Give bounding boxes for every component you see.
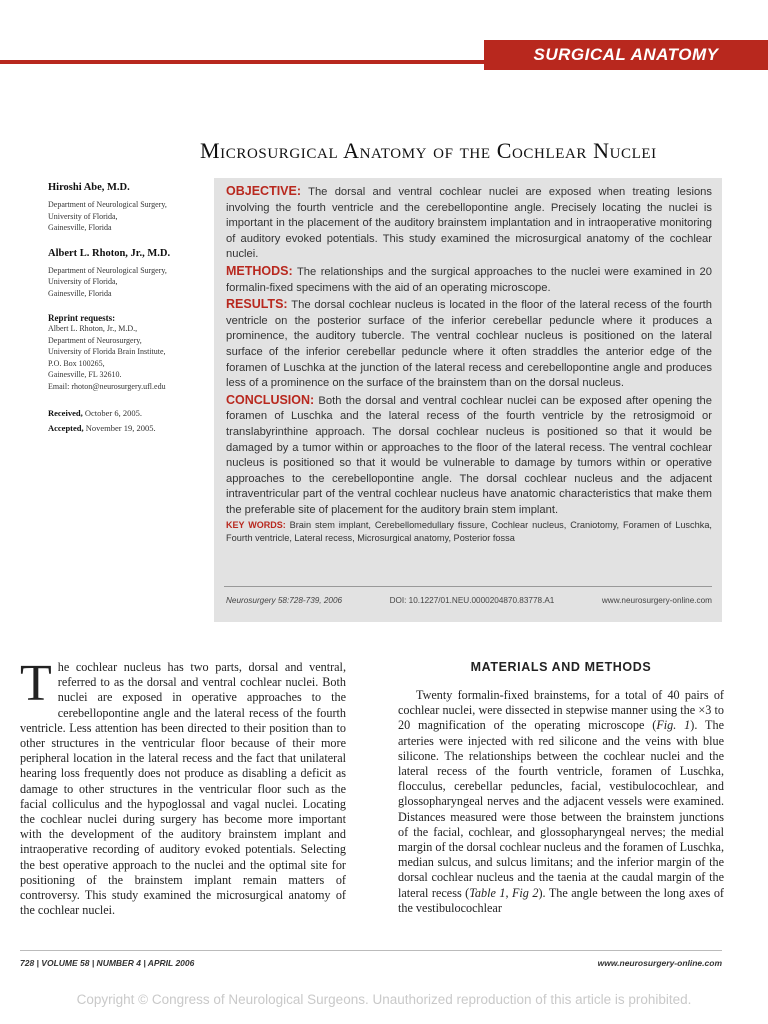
footer-url-link[interactable]: www.neurosurgery-online.com bbox=[597, 958, 722, 968]
methods-paragraph bbox=[398, 688, 724, 916]
intro-column bbox=[20, 655, 346, 918]
results-label: RESULTS: bbox=[226, 297, 288, 312]
figure-1-link[interactable]: Fig. 1 bbox=[656, 718, 691, 733]
received-date: October 6, 2005. bbox=[84, 408, 142, 418]
conclusion-text: Both the dorsal and ventral cochlear nuclei can be exposed after opening the foramen of Luschka and the lateral recess of the fourth ventricle by the retrosigmoid or translabyrinthine approach. The dorsal cochlear nucleus is positioned so that it would be damaged by a tumor within or approaches to the floor of the lateral recess. The ventral cochlear nucleus is positioned so that it would be vulnerable to damage by tumors within or operative approaches to the cerebellopontine angle. The dorsal cochlear nucleus and the adjacent intraventricular part of the ventral cochlear nucleus have anatomic characteristics that make them the preferable site of placement for the auditory brain stem implant. bbox=[226, 394, 713, 516]
methods-text-3: ). The angle between the long axes of the vestibulocochlear bbox=[398, 885, 724, 915]
abstract-results bbox=[226, 297, 712, 392]
conclusion-label: CONCLUSION: bbox=[226, 392, 315, 407]
abstract-box bbox=[214, 178, 722, 622]
methods-label: METHODS: bbox=[226, 263, 293, 278]
abstract-keywords bbox=[226, 519, 712, 545]
author-affiliation: Department of Neurological Surgery, University of Florida, Gainesville, Florida bbox=[48, 265, 167, 298]
page-footer bbox=[20, 958, 722, 968]
footer-rule bbox=[20, 950, 722, 951]
received-label: Received, bbox=[48, 408, 83, 418]
abstract-divider bbox=[224, 586, 712, 587]
page-info: 728 | VOLUME 58 | NUMBER 4 | APRIL 2006 bbox=[20, 958, 195, 968]
abstract-objective bbox=[226, 184, 712, 263]
author-name: Albert L. Rhoton, Jr., M.D. bbox=[48, 247, 171, 259]
copyright-notice: Copyright © Congress of Neurological Surgeons. Unauthorized reproduction of this article is prohibited. bbox=[76, 992, 692, 1007]
accepted-date: November 19, 2005. bbox=[85, 423, 156, 433]
article-dates bbox=[48, 406, 208, 436]
reprint-heading: Reprint requests: bbox=[48, 313, 116, 323]
objective-label: OBJECTIVE: bbox=[226, 184, 302, 198]
results-text: The dorsal cochlear nucleus is located in the floor of the lateral recess of the fourth ventricle on the posterior surface of the inferior cerebellar peduncle where it produces a prominence, the auditory tubercle. The ventral cochlear nucleus is positioned on the lateral surface of the inferior cerebellar peduncle where it often straddles the anterior edge of the foramen of Luschka at the junction of the lateral recess and cerebellopontine angle and produces less of a prominence on the surface of the brainstem than on the dorsal nucleus. bbox=[226, 299, 712, 390]
abstract-conclusion bbox=[226, 393, 712, 519]
accepted-label: Accepted, bbox=[48, 423, 84, 433]
methods-column bbox=[398, 688, 724, 916]
intro-text: he cochlear nucleus has two parts, dorsal and ventral, referred to as the dorsal and ventral cochlear nuclei. Both nuclei are exposed in operative approaches to the cerebellopontine angle and the lateral recess of the fourth ventricle. Less attention has been directed to their position than to other structures in the ventricular floor because of their more peripheral location in the lateral recess and the fact that unilateral hearing loss frequently does not produce as disabling a deficit as damage to other structures in the ventricular floor such as the facial colliculus and the hypoglossal and vagal nuclei. Locating the cochlear nuclei during surgery has become more important with the development of the auditory brainstem implant and intraoperative recording of auditory evoked potentials. Selecting the best operative approach to the nuclei and the optimal site for positioning of the brainstem implant remain matters of controversy. This study examined the microsurgical anatomy of the cochlear nuclei. bbox=[20, 660, 346, 918]
section-banner: SURGICAL ANATOMY bbox=[484, 40, 768, 70]
abstract-methods bbox=[226, 264, 712, 296]
doi: DOI: 10.1227/01.NEU.0000204870.83778.A1 bbox=[389, 596, 555, 605]
article-title: Microsurgical Anatomy of the Cochlear Nuclei bbox=[200, 138, 657, 163]
keywords-label: KEY WORDS: bbox=[226, 520, 286, 531]
journal-url-link[interactable]: www.neurosurgery-online.com bbox=[601, 596, 712, 605]
author-sidebar bbox=[48, 182, 208, 436]
citation-line bbox=[226, 596, 712, 605]
reprint-address: Albert L. Rhoton, Jr., M.D., Department of Neurosurgery, University of Florida Brain Institute, P.O. Box 100265, Gainesville, FL 32610. Email: rhoton@neurosurgery.ufl.edu bbox=[48, 324, 166, 391]
keywords-text: Brain stem implant, Cerebellomedullary fissure, Cochlear nucleus, Craniotomy, Foramen of Luschka, Fourth ventricle, Lateral recess, Microsurgical anatomy, Posterior fossa bbox=[226, 520, 712, 544]
methods-text-1: Twenty formalin-fixed brainstems, for a total of 40 pairs of cochlear nuclei, were dissected in stepwise manner using the ×3 to 20 magnification of the operating microscope ( bbox=[398, 688, 724, 733]
journal-citation: Neurosurgery 58:728-739, 2006 bbox=[226, 596, 343, 605]
drop-cap: T bbox=[20, 655, 52, 712]
author-name: Hiroshi Abe, M.D. bbox=[48, 182, 130, 193]
methods-text: The relationships and the surgical approaches to the nuclei were examined in 20 formalin-fixed specimens with the aid of an operating microscope. bbox=[226, 265, 712, 294]
table-figure-link[interactable]: Table 1, Fig 2 bbox=[469, 885, 539, 900]
methods-text-2: ). The arteries were injected with red silicone and the veins with blue silicone. The relationships between the cochlear nuclei and the lateral recess of the fourth ventricle, foramen of Luschka, flocculus, cerebellar peduncles, facial, vestibulocochlear, and glossopharyngeal nerves and the adjacent vessels were examined. Distances measured were those between the brainstem junctions of the facial, cochlear, and glossopharyngeal nerves; the medial margin of the dorsal cochlear nucleus and the foramen of Luschka, median sulcus, and sulcus limitans; and the inferior margin of the dorsal cochlear nucleus and the taenia at the caudal margin of the lateral recess ( bbox=[398, 718, 724, 900]
methods-heading: MATERIALS AND METHODS bbox=[470, 660, 652, 674]
author-affiliation: Department of Neurological Surgery, University of Florida, Gainesville, Florida bbox=[48, 200, 167, 232]
objective-text: The dorsal and ventral cochlear nuclei are exposed when treating lesions involving the fourth ventricle and the cerebellopontine angle. Precisely locating the nuclei is important in the placement of the auditory brainstem implantation and in intraoperative monitoring of auditory evoked potentials. This study examined the microsurgical anatomy of the cochlear nuclei. bbox=[226, 186, 713, 261]
